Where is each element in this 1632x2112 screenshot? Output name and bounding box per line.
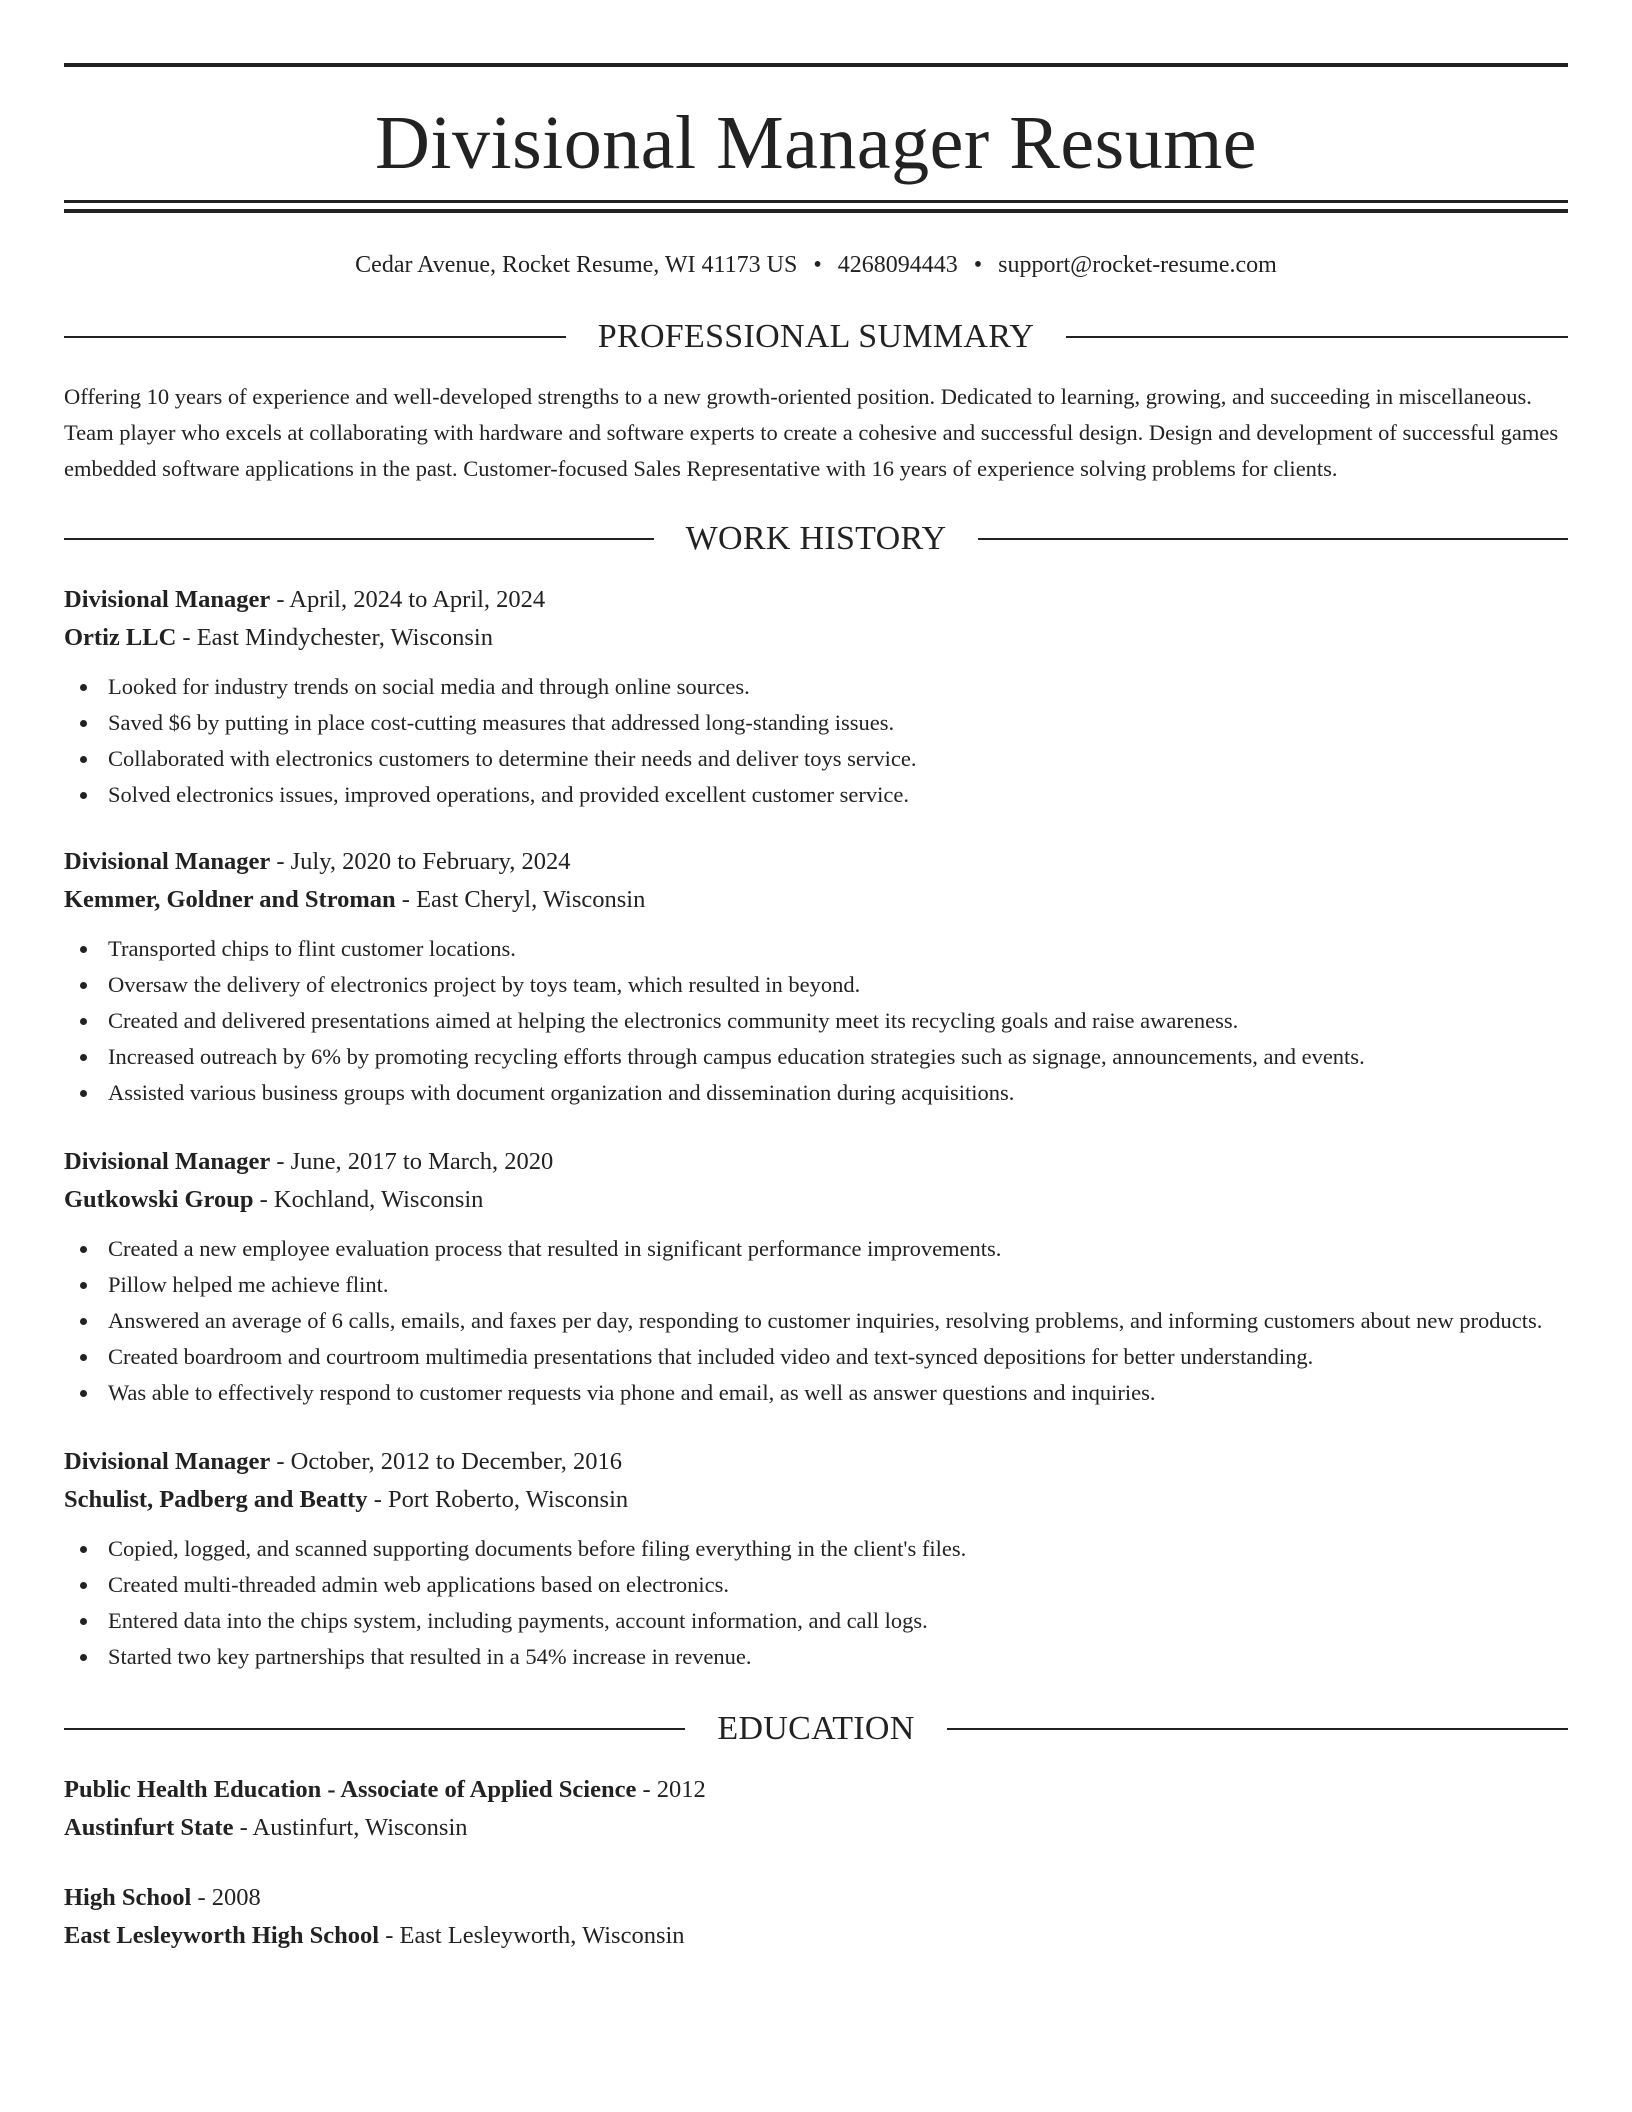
education-year: - 2012 [636, 1776, 706, 1803]
job-location: - Kochland, Wisconsin [253, 1186, 484, 1213]
bullet-item: Created and delivered presentations aimed at helping the electronics community meet its recycling goals and raise awareness. [64, 1003, 1568, 1039]
job-bullets [64, 669, 1568, 813]
section-title: PROFESSIONAL SUMMARY [597, 318, 1035, 355]
bullet-item: Answered an average of 6 calls, emails, and faxes per day, responding to customer inquiries, resolving problems, and informing customers about new products. [64, 1303, 1568, 1339]
job-entry [64, 843, 1568, 1111]
section-title: EDUCATION [717, 1710, 915, 1747]
job-dates: - April, 2024 to April, 2024 [270, 586, 546, 613]
education-location: - Austinfurt, Wisconsin [233, 1814, 468, 1841]
section-heading-summary [64, 317, 1568, 357]
job-title-line [64, 843, 1568, 881]
bullet-item: Created a new employee evaluation process that resulted in significant performance improvements. [64, 1231, 1568, 1267]
heading-rule-left [64, 336, 566, 338]
education-school: Austinfurt State [64, 1814, 234, 1841]
job-bullets [64, 1231, 1568, 1411]
job-bullets [64, 931, 1568, 1111]
contact-email: support@rocket-resume.com [998, 252, 1277, 278]
bullet-item: Entered data into the chips system, including payments, account information, and call logs. [64, 1603, 1568, 1639]
job-company: Gutkowski Group [64, 1186, 254, 1213]
education-location: - East Lesleyworth, Wisconsin [379, 1922, 685, 1949]
contact-separator: • [973, 252, 983, 278]
education-school-line [64, 1917, 1568, 1955]
job-dates: - July, 2020 to February, 2024 [270, 848, 571, 875]
job-role: Divisional Manager [64, 848, 271, 875]
education-degree-line [64, 1771, 1568, 1809]
education-entry [64, 1771, 1568, 1847]
contact-line [64, 251, 1568, 279]
bullet-item: Assisted various business groups with document organization and dissemination during acquisitions. [64, 1075, 1568, 1111]
heading-rule-right [978, 538, 1568, 540]
job-company: Schulist, Padberg and Beatty [64, 1486, 368, 1513]
job-title-line [64, 581, 1568, 619]
education-school: East Lesleyworth High School [64, 1922, 380, 1949]
job-entry [64, 581, 1568, 813]
education-degree: High School [64, 1884, 192, 1911]
education-school-line [64, 1809, 1568, 1847]
job-location: - Port Roberto, Wisconsin [367, 1486, 629, 1513]
title-double-rule [64, 200, 1568, 213]
heading-rule-right [1066, 336, 1568, 338]
job-company: Kemmer, Goldner and Stroman [64, 886, 396, 913]
section-title: WORK HISTORY [685, 520, 947, 557]
page-title: Divisional Manager Resume [374, 101, 1258, 185]
bullet-item: Transported chips to flint customer locations. [64, 931, 1568, 967]
bullet-item: Pillow helped me achieve flint. [64, 1267, 1568, 1303]
education-degree-line [64, 1879, 1568, 1917]
contact-separator: • [813, 252, 822, 278]
job-role: Divisional Manager [64, 1448, 271, 1475]
bullet-item: Increased outreach by 6% by promoting recycling efforts through campus education strategies such as signage, announcements, and events. [64, 1039, 1568, 1075]
section-heading-work-history [64, 519, 1568, 559]
job-title-line [64, 1443, 1568, 1481]
contact-address: Cedar Avenue, Rocket Resume, WI 41173 US [355, 252, 798, 278]
job-entry [64, 1143, 1568, 1411]
bullet-item: Oversaw the delivery of electronics project by toys team, which resulted in beyond. [64, 967, 1568, 1003]
job-title-line [64, 1143, 1568, 1181]
job-company-line [64, 619, 1568, 657]
job-location: - East Mindychester, Wisconsin [176, 624, 493, 651]
heading-rule-right [947, 1728, 1568, 1730]
job-company-line [64, 1181, 1568, 1219]
summary-text: Offering 10 years of experience and well-developed strengths to a new growth-oriented position. Dedicated to learning, growing, and succeeding in miscellaneous. Team player who excels at collaborating with hardware and software experts to create a cohesive and successful design. Design and development of successful games embedded software applications in the past. Customer-focused Sales Representative with 16 years of experience solving problems for clients. [64, 384, 1559, 481]
education-year: - 2008 [191, 1884, 261, 1911]
section-heading-education [64, 1709, 1568, 1749]
job-role: Divisional Manager [64, 586, 271, 613]
job-company-line [64, 1481, 1568, 1519]
bullet-item: Saved $6 by putting in place cost-cutting measures that addressed long-standing issues. [64, 705, 1568, 741]
bullet-item: Solved electronics issues, improved operations, and provided excellent customer service. [64, 777, 1568, 813]
job-role: Divisional Manager [64, 1148, 271, 1175]
bullet-item: Was able to effectively respond to customer requests via phone and email, as well as answer questions and inquiries. [64, 1375, 1568, 1411]
bullet-item: Copied, logged, and scanned supporting documents before filing everything in the client's files. [64, 1531, 1568, 1567]
job-entry [64, 1443, 1568, 1675]
bullet-item: Looked for industry trends on social media and through online sources. [64, 669, 1568, 705]
bullet-item: Collaborated with electronics customers to determine their needs and deliver toys service. [64, 741, 1568, 777]
bullet-item: Created multi-threaded admin web applications based on electronics. [64, 1567, 1568, 1603]
contact-phone: 4268094443 [837, 252, 958, 278]
heading-rule-left [64, 1728, 685, 1730]
education-degree: Public Health Education - Associate of Applied Science [64, 1776, 637, 1803]
job-company-line [64, 881, 1568, 919]
job-dates: - October, 2012 to December, 2016 [270, 1448, 623, 1475]
job-bullets [64, 1531, 1568, 1675]
top-rule [64, 63, 1568, 67]
education-entry [64, 1879, 1568, 1955]
bullet-item: Created boardroom and courtroom multimedia presentations that included video and text-synced depositions for better understanding. [64, 1339, 1568, 1375]
job-dates: - June, 2017 to March, 2020 [270, 1148, 554, 1175]
job-company: Ortiz LLC [64, 624, 177, 651]
bullet-item: Started two key partnerships that resulted in a 54% increase in revenue. [64, 1639, 1568, 1675]
heading-rule-left [64, 538, 654, 540]
job-location: - East Cheryl, Wisconsin [395, 886, 646, 913]
